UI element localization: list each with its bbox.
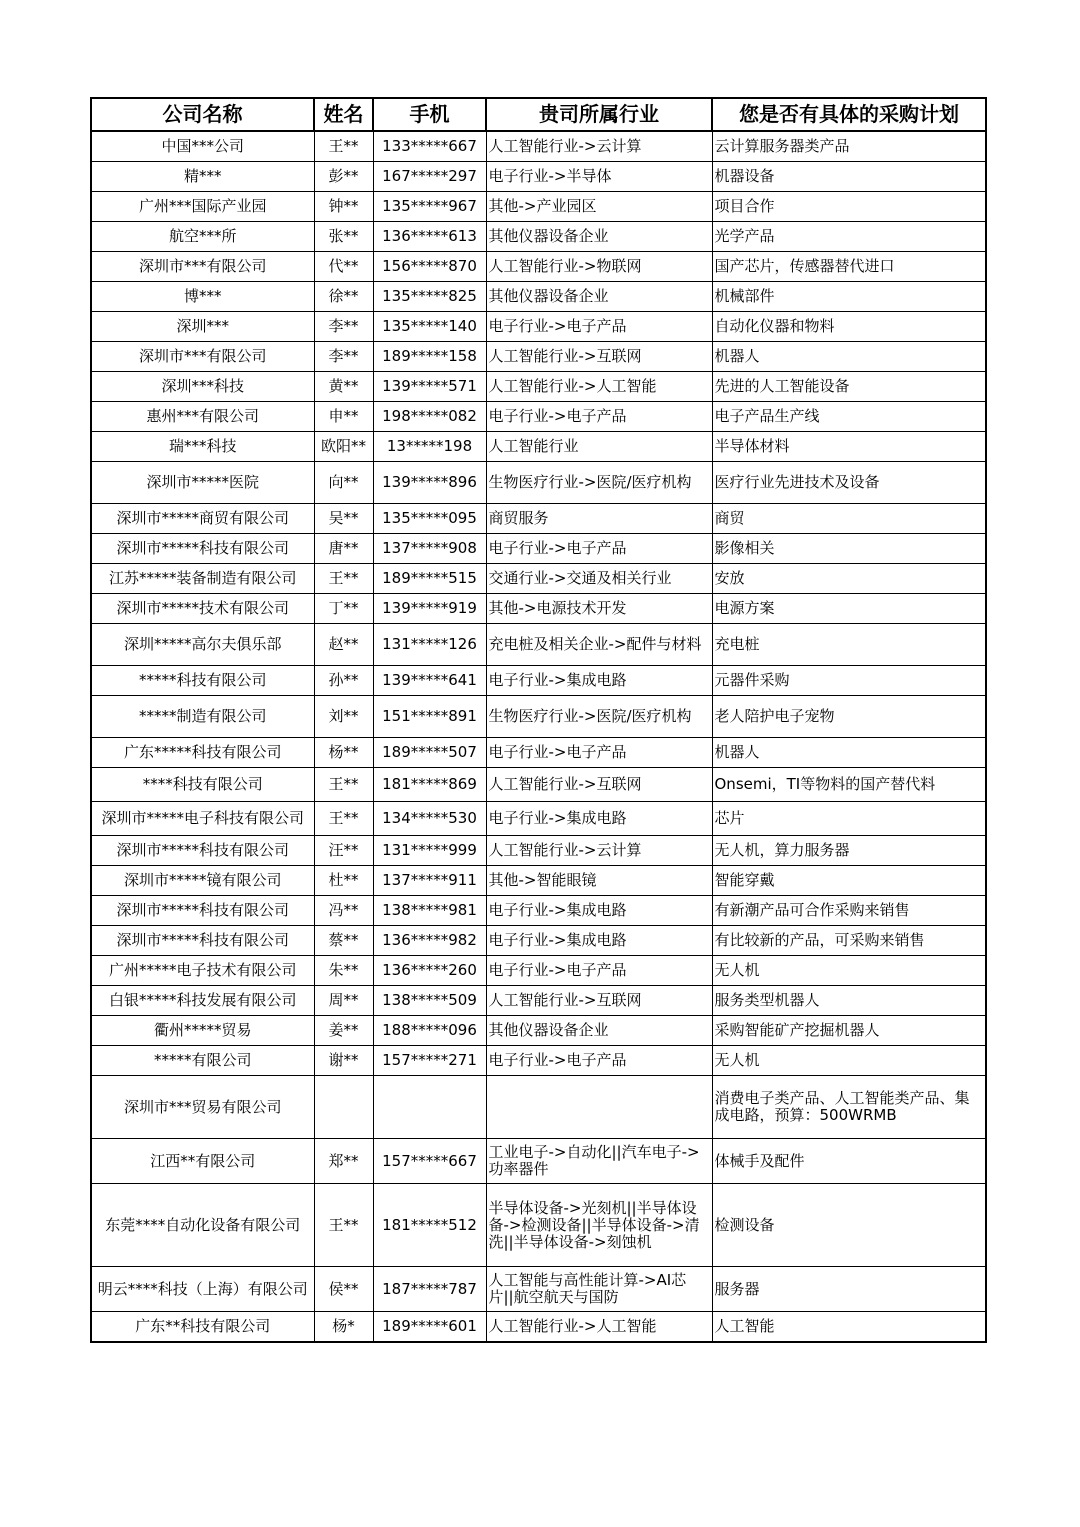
cell-industry: 电子行业->电子产品	[486, 402, 712, 432]
table-row	[91, 504, 986, 534]
cell-phone: 137*****911	[373, 866, 486, 896]
cell-company: 深圳市*****科技有限公司	[91, 836, 314, 866]
cell-industry: 商贸服务	[486, 504, 712, 534]
cell-industry: 电子行业->电子产品	[486, 1046, 712, 1076]
cell-industry: 电子行业->电子产品	[486, 956, 712, 986]
cell-company: *****有限公司	[91, 1046, 314, 1076]
cell-company: 江苏*****装备制造有限公司	[91, 564, 314, 594]
cell-industry: 生物医疗行业->医院/医疗机构	[486, 696, 712, 738]
table-row	[91, 1184, 986, 1267]
cell-industry: 其他仪器设备企业	[486, 282, 712, 312]
table-row	[91, 836, 986, 866]
table-row	[91, 192, 986, 222]
table-row	[91, 222, 986, 252]
table-body	[91, 131, 986, 1342]
cell-phone: 134*****530	[373, 802, 486, 836]
cell-industry: 人工智能行业->物联网	[486, 252, 712, 282]
cell-plan: 无人机，算力服务器	[712, 836, 986, 866]
cell-phone: 181*****869	[373, 768, 486, 802]
table-row	[91, 342, 986, 372]
cell-name: 朱**	[314, 956, 373, 986]
cell-name: 汪**	[314, 836, 373, 866]
table-row	[91, 534, 986, 564]
cell-plan: 元器件采购	[712, 666, 986, 696]
header-phone: 手机	[373, 98, 486, 131]
cell-plan: 机器人	[712, 738, 986, 768]
cell-phone: 188*****096	[373, 1016, 486, 1046]
cell-name: 彭**	[314, 162, 373, 192]
cell-company: 深圳市***有限公司	[91, 252, 314, 282]
cell-name: 冯**	[314, 896, 373, 926]
cell-name: 向**	[314, 462, 373, 504]
cell-name: 申**	[314, 402, 373, 432]
cell-industry: 电子行业->电子产品	[486, 312, 712, 342]
cell-phone: 139*****571	[373, 372, 486, 402]
cell-industry: 人工智能行业->互联网	[486, 986, 712, 1016]
cell-phone: 189*****158	[373, 342, 486, 372]
cell-phone: 156*****870	[373, 252, 486, 282]
cell-industry: 电子行业->集成电路	[486, 896, 712, 926]
cell-plan: 机器人	[712, 342, 986, 372]
cell-name: 欧阳**	[314, 432, 373, 462]
table-row	[91, 768, 986, 802]
cell-company: *****制造有限公司	[91, 696, 314, 738]
cell-plan: 智能穿戴	[712, 866, 986, 896]
header-plan: 您是否有具体的采购计划	[712, 98, 986, 131]
cell-plan: 国产芯片，传感器替代进口	[712, 252, 986, 282]
cell-company: *****科技有限公司	[91, 666, 314, 696]
cell-industry: 人工智能与高性能计算->AI芯片||航空航天与国防	[486, 1267, 712, 1312]
cell-phone: 181*****512	[373, 1184, 486, 1267]
cell-name: 李**	[314, 312, 373, 342]
cell-phone: 157*****271	[373, 1046, 486, 1076]
table-row	[91, 402, 986, 432]
cell-industry: 生物医疗行业->医院/医疗机构	[486, 462, 712, 504]
purchase-plan-table	[90, 97, 987, 1343]
table-row	[91, 866, 986, 896]
table-row	[91, 1016, 986, 1046]
table-row	[91, 926, 986, 956]
cell-company: 博***	[91, 282, 314, 312]
cell-industry: 交通行业->交通及相关行业	[486, 564, 712, 594]
cell-company: 深圳***	[91, 312, 314, 342]
cell-company: 广东**科技有限公司	[91, 1312, 314, 1343]
cell-phone: 135*****095	[373, 504, 486, 534]
cell-plan: 服务类型机器人	[712, 986, 986, 1016]
cell-plan: 商贸	[712, 504, 986, 534]
table-row	[91, 432, 986, 462]
table-row	[91, 564, 986, 594]
cell-industry: 人工智能行业->云计算	[486, 131, 712, 162]
cell-phone: 136*****260	[373, 956, 486, 986]
cell-plan: 人工智能	[712, 1312, 986, 1343]
table-row	[91, 624, 986, 666]
table-row	[91, 802, 986, 836]
cell-plan: 服务器	[712, 1267, 986, 1312]
cell-name: 孙**	[314, 666, 373, 696]
cell-name: 王**	[314, 802, 373, 836]
cell-industry: 人工智能行业->互联网	[486, 342, 712, 372]
cell-name: 王**	[314, 1184, 373, 1267]
cell-phone: 131*****126	[373, 624, 486, 666]
cell-name: 徐**	[314, 282, 373, 312]
cell-phone: 131*****999	[373, 836, 486, 866]
table-row	[91, 896, 986, 926]
cell-name: 王**	[314, 131, 373, 162]
table-header-row	[91, 98, 986, 131]
cell-plan: 机械部件	[712, 282, 986, 312]
cell-plan: 电源方案	[712, 594, 986, 624]
cell-company: 深圳市*****镜有限公司	[91, 866, 314, 896]
table-row	[91, 956, 986, 986]
cell-plan: 芯片	[712, 802, 986, 836]
cell-company: 深圳市*****科技有限公司	[91, 534, 314, 564]
table-row	[91, 372, 986, 402]
cell-plan: 机器设备	[712, 162, 986, 192]
cell-name: 蔡**	[314, 926, 373, 956]
cell-name: 代**	[314, 252, 373, 282]
cell-phone: 167*****297	[373, 162, 486, 192]
table-row	[91, 282, 986, 312]
cell-name: 周**	[314, 986, 373, 1016]
cell-company: 广东*****科技有限公司	[91, 738, 314, 768]
cell-company: 瑞***科技	[91, 432, 314, 462]
cell-phone: 136*****613	[373, 222, 486, 252]
cell-plan: 影像相关	[712, 534, 986, 564]
cell-name: 王**	[314, 564, 373, 594]
cell-name: 张**	[314, 222, 373, 252]
cell-company: 衢州*****贸易	[91, 1016, 314, 1046]
cell-company: 明云****科技（上海）有限公司	[91, 1267, 314, 1312]
cell-name: 杨*	[314, 1312, 373, 1343]
cell-industry: 电子行业->集成电路	[486, 926, 712, 956]
cell-name: 李**	[314, 342, 373, 372]
cell-plan: 无人机	[712, 956, 986, 986]
cell-company: 深圳市*****医院	[91, 462, 314, 504]
cell-industry: 电子行业->电子产品	[486, 534, 712, 564]
cell-plan: 采购智能矿产挖掘机器人	[712, 1016, 986, 1046]
table-row	[91, 696, 986, 738]
cell-phone: 13*****198	[373, 432, 486, 462]
cell-industry: 其他仪器设备企业	[486, 1016, 712, 1046]
table-row	[91, 462, 986, 504]
cell-industry: 电子行业->半导体	[486, 162, 712, 192]
cell-company: 深圳市*****科技有限公司	[91, 926, 314, 956]
cell-industry: 电子行业->集成电路	[486, 666, 712, 696]
cell-phone: 137*****908	[373, 534, 486, 564]
cell-industry: 人工智能行业->人工智能	[486, 1312, 712, 1343]
table-row	[91, 1312, 986, 1343]
cell-plan: 老人陪护电子宠物	[712, 696, 986, 738]
cell-name	[314, 1076, 373, 1139]
cell-company: 深圳***科技	[91, 372, 314, 402]
table-row	[91, 986, 986, 1016]
cell-phone: 138*****509	[373, 986, 486, 1016]
cell-phone: 189*****601	[373, 1312, 486, 1343]
table-row	[91, 252, 986, 282]
cell-plan: 消费电子类产品、人工智能类产品、集成电路，预算：500WRMB	[712, 1076, 986, 1139]
cell-company: ****科技有限公司	[91, 768, 314, 802]
cell-plan: 有新潮产品可合作采购来销售	[712, 896, 986, 926]
cell-name: 吴**	[314, 504, 373, 534]
cell-phone: 135*****825	[373, 282, 486, 312]
cell-name: 杜**	[314, 866, 373, 896]
cell-company: 航空***所	[91, 222, 314, 252]
cell-industry: 电子行业->电子产品	[486, 738, 712, 768]
cell-phone: 198*****082	[373, 402, 486, 432]
table-row	[91, 162, 986, 192]
cell-name: 姜**	[314, 1016, 373, 1046]
cell-company: 广州***国际产业园	[91, 192, 314, 222]
cell-plan: 有比较新的产品，可采购来销售	[712, 926, 986, 956]
cell-plan: 半导体材料	[712, 432, 986, 462]
cell-plan: 无人机	[712, 1046, 986, 1076]
cell-company: 江西**有限公司	[91, 1139, 314, 1184]
cell-industry: 其他->智能眼镜	[486, 866, 712, 896]
table-row	[91, 594, 986, 624]
cell-industry: 电子行业->集成电路	[486, 802, 712, 836]
cell-phone: 139*****919	[373, 594, 486, 624]
cell-plan: 云计算服务器类产品	[712, 131, 986, 162]
cell-name: 郑**	[314, 1139, 373, 1184]
cell-name: 唐**	[314, 534, 373, 564]
cell-company: 深圳市***有限公司	[91, 342, 314, 372]
cell-phone: 189*****515	[373, 564, 486, 594]
cell-industry: 其他仪器设备企业	[486, 222, 712, 252]
cell-industry: 人工智能行业->互联网	[486, 768, 712, 802]
cell-company: 深圳*****高尔夫俱乐部	[91, 624, 314, 666]
cell-industry: 充电桩及相关企业->配件与材料	[486, 624, 712, 666]
cell-phone	[373, 1076, 486, 1139]
cell-plan: 电子产品生产线	[712, 402, 986, 432]
cell-plan: 医疗行业先进技术及设备	[712, 462, 986, 504]
cell-industry: 人工智能行业->人工智能	[486, 372, 712, 402]
cell-company: 深圳市*****技术有限公司	[91, 594, 314, 624]
cell-plan: 先进的人工智能设备	[712, 372, 986, 402]
cell-phone: 139*****896	[373, 462, 486, 504]
cell-company: 广州*****电子技术有限公司	[91, 956, 314, 986]
cell-company: 深圳市*****科技有限公司	[91, 896, 314, 926]
table-row	[91, 1139, 986, 1184]
cell-phone: 138*****981	[373, 896, 486, 926]
table-row	[91, 1076, 986, 1139]
cell-industry: 其他->产业园区	[486, 192, 712, 222]
cell-company: 惠州***有限公司	[91, 402, 314, 432]
cell-phone: 157*****667	[373, 1139, 486, 1184]
cell-plan: 体械手及配件	[712, 1139, 986, 1184]
cell-name: 黄**	[314, 372, 373, 402]
cell-industry: 半导体设备->光刻机||半导体设备->检测设备||半导体设备->清洗||半导体设备->刻蚀机	[486, 1184, 712, 1267]
cell-plan: 充电桩	[712, 624, 986, 666]
table-row	[91, 1267, 986, 1312]
cell-industry: 人工智能行业	[486, 432, 712, 462]
table-row	[91, 131, 986, 162]
cell-plan: Onsemi，TI等物料的国产替代料	[712, 768, 986, 802]
cell-name: 赵**	[314, 624, 373, 666]
cell-phone: 187*****787	[373, 1267, 486, 1312]
cell-name: 刘**	[314, 696, 373, 738]
cell-company: 东莞****自动化设备有限公司	[91, 1184, 314, 1267]
cell-plan: 检测设备	[712, 1184, 986, 1267]
cell-industry	[486, 1076, 712, 1139]
header-company: 公司名称	[91, 98, 314, 131]
cell-name: 王**	[314, 768, 373, 802]
cell-industry: 其他->电源技术开发	[486, 594, 712, 624]
cell-plan: 安放	[712, 564, 986, 594]
cell-phone: 189*****507	[373, 738, 486, 768]
cell-phone: 151*****891	[373, 696, 486, 738]
cell-company: 白银*****科技发展有限公司	[91, 986, 314, 1016]
cell-company: 中国***公司	[91, 131, 314, 162]
cell-phone: 135*****140	[373, 312, 486, 342]
cell-name: 杨**	[314, 738, 373, 768]
cell-company: 精***	[91, 162, 314, 192]
cell-company: 深圳市***贸易有限公司	[91, 1076, 314, 1139]
table-row	[91, 1046, 986, 1076]
cell-company: 深圳市*****商贸有限公司	[91, 504, 314, 534]
cell-name: 侯**	[314, 1267, 373, 1312]
table-row	[91, 666, 986, 696]
cell-phone: 136*****982	[373, 926, 486, 956]
cell-industry: 工业电子->自动化||汽车电子->功率器件	[486, 1139, 712, 1184]
table-row	[91, 312, 986, 342]
cell-plan: 项目合作	[712, 192, 986, 222]
cell-plan: 自动化仪器和物料	[712, 312, 986, 342]
header-name: 姓名	[314, 98, 373, 131]
cell-phone: 139*****641	[373, 666, 486, 696]
cell-phone: 135*****967	[373, 192, 486, 222]
cell-industry: 人工智能行业->云计算	[486, 836, 712, 866]
cell-plan: 光学产品	[712, 222, 986, 252]
table-row	[91, 738, 986, 768]
cell-name: 丁**	[314, 594, 373, 624]
cell-name: 谢**	[314, 1046, 373, 1076]
header-industry: 贵司所属行业	[486, 98, 712, 131]
cell-name: 钟**	[314, 192, 373, 222]
cell-phone: 133*****667	[373, 131, 486, 162]
cell-company: 深圳市*****电子科技有限公司	[91, 802, 314, 836]
